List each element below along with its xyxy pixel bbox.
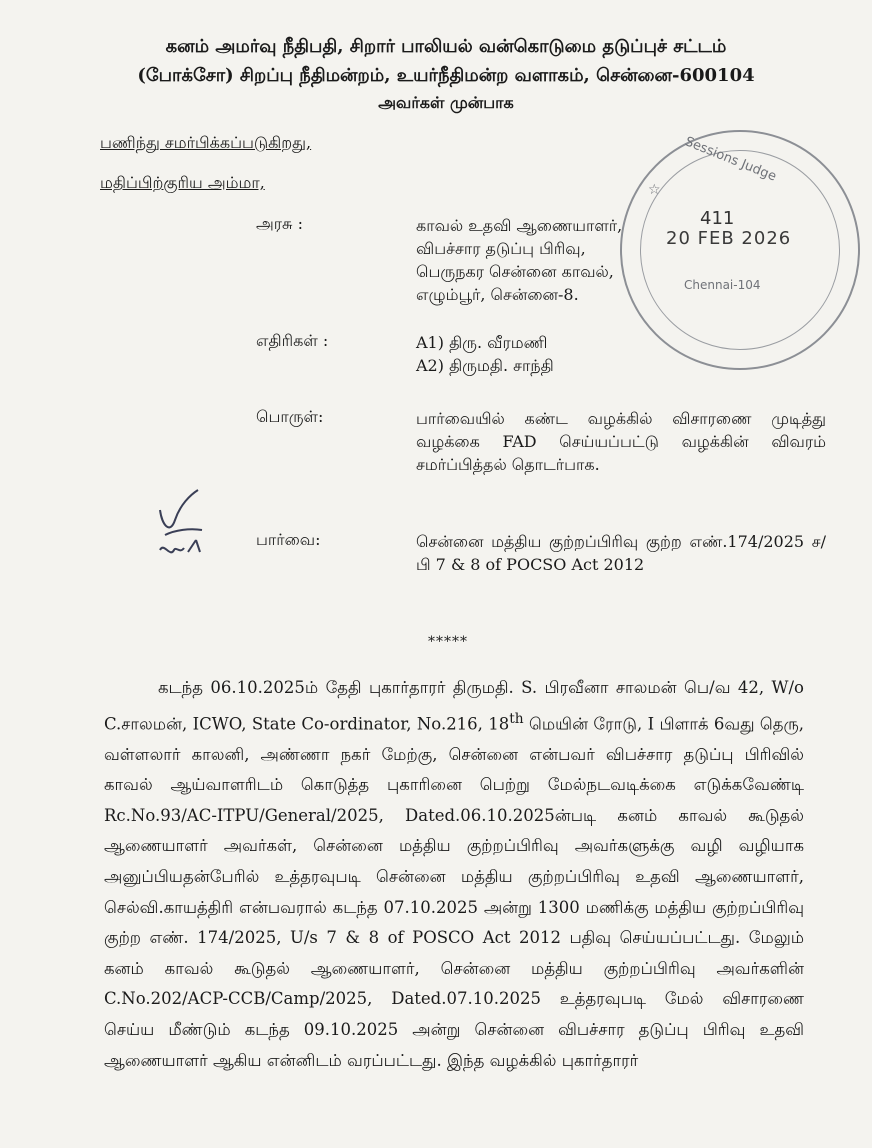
stamp-date: 20 FEB 2026: [666, 228, 792, 249]
row-label: பார்வை:: [256, 530, 321, 549]
row-label: எதிரிகள் :: [256, 331, 329, 350]
header-line-1: கனம் அமர்வு நீதிபதி, சிறார் பாலியல் வன்கொடுமை தடுப்புச் சட்டம்: [165, 36, 727, 57]
header-line-3: அவர்கள் முன்பாக: [378, 93, 514, 112]
row-value: சென்னை மத்திய குற்றப்பிரிவு குற்ற எண்.174/2025 ச/பி 7 & 8 of POCSO Act 2012: [416, 532, 826, 574]
stamp-location: Chennai-104: [684, 278, 761, 292]
value-line: A2) திருமதி. சாந்தி: [416, 356, 554, 375]
value-line: A1) திரு. வீரமணி: [416, 333, 548, 352]
stamp-number: 411: [700, 208, 735, 229]
greeting-line-2: மதிப்பிற்குரிய அம்மா,: [100, 173, 265, 192]
section-separator: *****: [428, 634, 468, 650]
body-text-part-1: கடந்த 06.10.2025ம் தேதி புகார்தாரர் திருமதி. S. பிரவீனா சாலமன் பெ/வ 42, W/o C.சாலமன், ICWO, State Co-ordinator, No.216, 18: [104, 678, 804, 734]
star-icon: ☆: [648, 182, 661, 198]
row-value: பார்வையில் கண்ட வழக்கில் விசாரணை முடித்து வழக்கை FAD செய்யப்பட்டு வழக்கின் விவரம் சமர்ப்பித்தல் தொடர்பாக.: [416, 409, 826, 474]
header-line-2: (போக்சோ) சிறப்பு நீதிமன்றம், உயர்நீதிமன்ற வளாகம், சென்னை-600104: [137, 65, 755, 86]
greeting-line-1: பணிந்து சமர்பிக்கப்படுகிறது,: [100, 133, 312, 152]
row-label: அரசு :: [256, 214, 303, 233]
body-paragraph: [104, 673, 804, 1076]
value-line: பெருநகர சென்னை காவல்,: [416, 262, 614, 281]
stamp-top-text: Sessions Judge: [682, 134, 779, 185]
row-label: பொருள்:: [256, 407, 324, 426]
value-line: எழும்பூர், சென்னை-8.: [416, 285, 579, 304]
ordinal-suffix: th: [509, 710, 524, 727]
body-text-part-2: மெயின் ரோடு, I பிளாக் 6வது தெரு, வள்ளலார் காலனி, அண்ணா நகர் மேற்கு, சென்னை என்பவர் விபச்சார தடுப்பு பிரிவில் காவல் ஆய்வாளரிடம் கொடுத்த புகாரினை பெற்று மேல்நடவடிக்கை எடுக்கவேண்டி Rc.No.93/AC-ITPU/General/2025, Dated.06.10.2025ன்படி கனம் காவல் கூடுதல் ஆணையாளர் அவர்கள், சென்னை மத்திய குற்றப்பிரிவு அவர்களுக்கு வழி வழியாக அனுப்பியதன்பேரில் உத்தரவுபடி சென்னை மத்திய குற்றப்பிரிவு உதவி ஆணையாளர், செல்வி.காயத்திரி என்பவரால் கடந்த 07.10.2025 அன்று 1300 மணிக்கு மத்திய குற்றப்பிரிவு குற்ற எண். 174/2025, U/s 7 & 8 of POSCO Act 2012 பதிவு செய்யப்பட்டது. மேலும் கனம் காவல் கூடுதல் ஆணையாளர், சென்னை மத்திய குற்றப்பிரிவு அவர்களின் C.No.202/ACP-CCB/Camp/2025, Dated.07.10.2025 உத்தரவுபடி மேல் விசாரணை செய்ய மீண்டும் கடந்த 09.10.2025 அன்று சென்னை விபச்சார தடுப்பு பிரிவு உதவி ஆணையாளர் ஆகிய என்னிடம் வரப்பட்டது. இந்த வழக்கில் புகார்தாரர்: [104, 714, 804, 1070]
value-line: காவல் உதவி ஆணையாளர்,: [416, 216, 623, 235]
court-seal-stamp: [620, 130, 860, 370]
value-line: விபச்சார தடுப்பு பிரிவு,: [416, 239, 586, 258]
handwritten-signature-icon: [140, 480, 230, 574]
stamp-inner-ring: [640, 150, 840, 350]
